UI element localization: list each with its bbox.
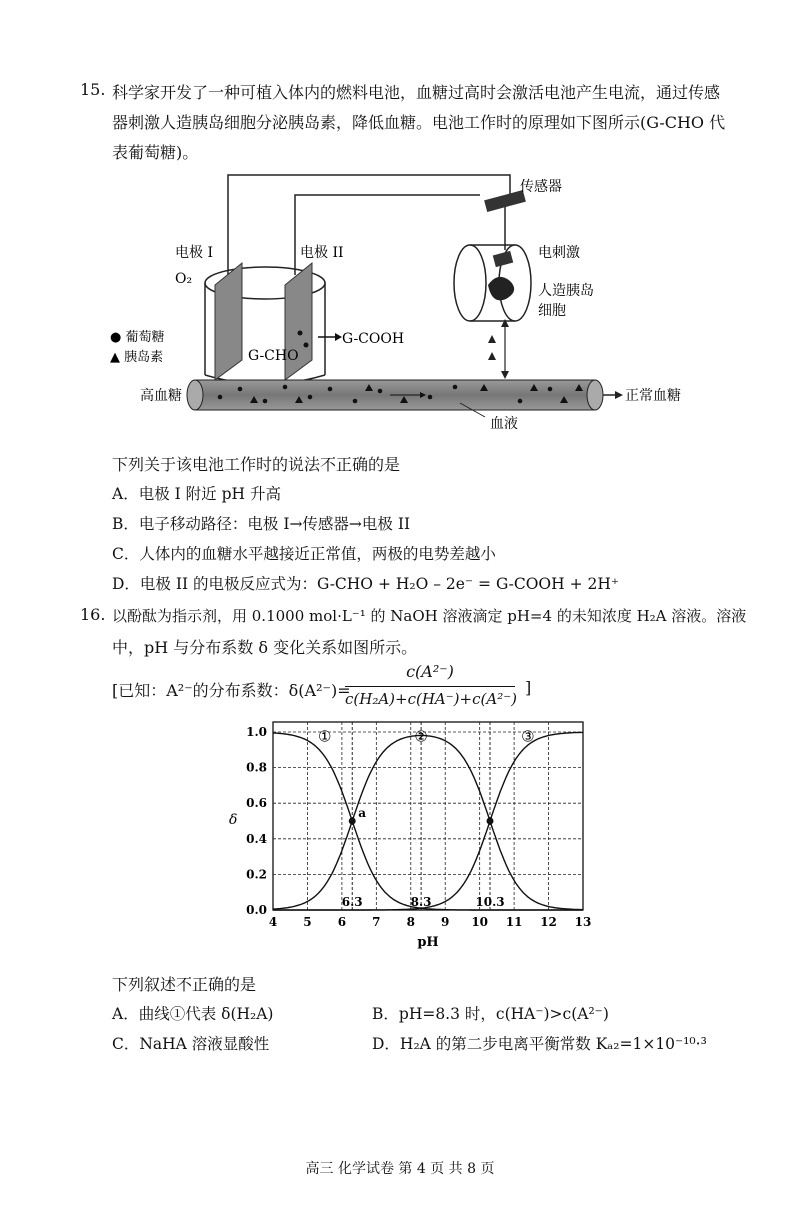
y-tick-label: 0.4 (246, 831, 267, 846)
page-footer: 高三 化学试卷 第 4 页 共 8 页 (305, 1161, 495, 1177)
x-tick-label: 7 (372, 915, 381, 929)
curve-1 (273, 733, 583, 910)
distribution-chart (205, 710, 615, 960)
x-tick-label: 5 (303, 915, 312, 929)
legend-insulin: ▲ 胰岛素 (110, 350, 164, 365)
y-axis-label: δ (229, 812, 238, 828)
gcho-label: G-CHO (248, 348, 299, 364)
x-tick-label: 8 (406, 915, 415, 929)
q16-line2: 中，pH 与分布系数 δ 变化关系如图所示。 (112, 638, 418, 657)
x-tick-label: 6 (337, 915, 347, 929)
data-point (487, 818, 494, 825)
sensor-label: 传感器 (520, 179, 562, 195)
annotation-value: 10.3 (475, 895, 505, 909)
x-tick-label: 9 (441, 915, 450, 929)
annotation-value: 8.3 (410, 895, 432, 909)
fuel-cell-diagram (110, 165, 690, 440)
annotation-value: 6.3 (341, 895, 363, 909)
blood-label: 血液 (490, 416, 518, 432)
o2-label: O₂ (175, 271, 193, 287)
q16-stem: 下列叙述不正确的是 (112, 975, 257, 994)
electrode-1 (215, 263, 242, 380)
q16-known-denominator: c(H₂A)+c(HA⁻)+c(A²⁻) (345, 690, 517, 708)
x-tick-label: 11 (505, 915, 523, 929)
electrode-1-label: 电极 I (175, 245, 213, 261)
q15-line3: 表葡萄糖)。 (112, 143, 199, 162)
q16-option-d: D．H₂A 的第二步电离平衡常数 Kₐ₂=1×10⁻¹⁰·³ (372, 1035, 707, 1053)
annotation-a: a (358, 806, 367, 820)
y-tick-label: 0.8 (246, 760, 267, 775)
q16-known-suffix: ] (525, 678, 532, 697)
x-tick-label: 12 (540, 915, 557, 929)
y-tick-label: 0.6 (246, 796, 267, 811)
fraction-bar (345, 686, 515, 687)
curve-label: ② (414, 727, 428, 746)
high-glucose-label: 高血糖 (140, 388, 182, 404)
gcooh-label: G-COOH (342, 331, 405, 347)
q15-option-d: D．电极 II 的电极反应式为：G-CHO + H₂O – 2e⁻ = G-COOH + 2H⁺ (112, 575, 620, 593)
y-tick-label: 0.2 (246, 867, 267, 882)
curve-3 (273, 732, 583, 910)
x-axis-label: pH (417, 935, 439, 950)
q15-stem: 下列关于该电池工作时的说法不正确的是 (112, 455, 401, 474)
q16-option-b: B．pH=8.3 时，c(HA⁻)>c(A²⁻) (372, 1005, 609, 1023)
q15-number: 15. (80, 80, 106, 99)
q15-option-c: C．人体内的血糖水平越接近正常值，两极的电势差越小 (112, 545, 496, 563)
stimulus-label: 电刺激 (538, 245, 580, 261)
q16-known-prefix: [已知：A²⁻的分布系数：δ(A²⁻)= (112, 681, 351, 700)
curve-label: ③ (521, 727, 535, 746)
q16-known-numerator: c(A²⁻) (406, 662, 454, 681)
q15-line1: 科学家开发了一种可植入体内的燃料电池，血糖过高时会激活电池产生电流，通过传感 (112, 83, 721, 102)
q16-option-a: A．曲线①代表 δ(H₂A) (112, 1005, 274, 1023)
electrode-2-label: 电极 II (300, 245, 344, 261)
x-tick-label: 4 (268, 915, 278, 929)
cell-label-2: 细胞 (538, 303, 566, 319)
q16-line1: 以酚酞为指示剂，用 0.1000 mol·L⁻¹ 的 NaOH 溶液滴定 pH=4 的未知浓度 H₂A 溶液。溶液 (112, 607, 747, 625)
cell-label-1: 人造胰岛 (538, 283, 594, 299)
q15-option-a: A．电极 I 附近 pH 升高 (112, 485, 281, 503)
normal-glucose-label: 正常血糖 (625, 388, 681, 404)
legend-glucose: ● 葡萄糖 (110, 330, 165, 345)
wire-2 (295, 195, 480, 275)
wire (228, 175, 510, 275)
y-tick-label: 0.0 (246, 903, 267, 917)
data-point (349, 818, 356, 825)
x-tick-label: 13 (574, 915, 592, 929)
x-tick-label: 10 (471, 915, 489, 929)
q15-option-b: B．电子移动路径：电极 I→传感器→电极 II (112, 515, 411, 533)
q16-number: 16. (80, 605, 106, 624)
q16-option-c: C．NaHA 溶液显酸性 (112, 1035, 270, 1053)
q15-line2: 器刺激人造胰岛细胞分泌胰岛素，降低血糖。电池工作时的原理如下图所示(G-CHO 代 (112, 113, 726, 132)
curve-label: ① (317, 727, 332, 746)
y-tick-label: 1.0 (246, 725, 267, 739)
curve-2 (273, 736, 583, 910)
